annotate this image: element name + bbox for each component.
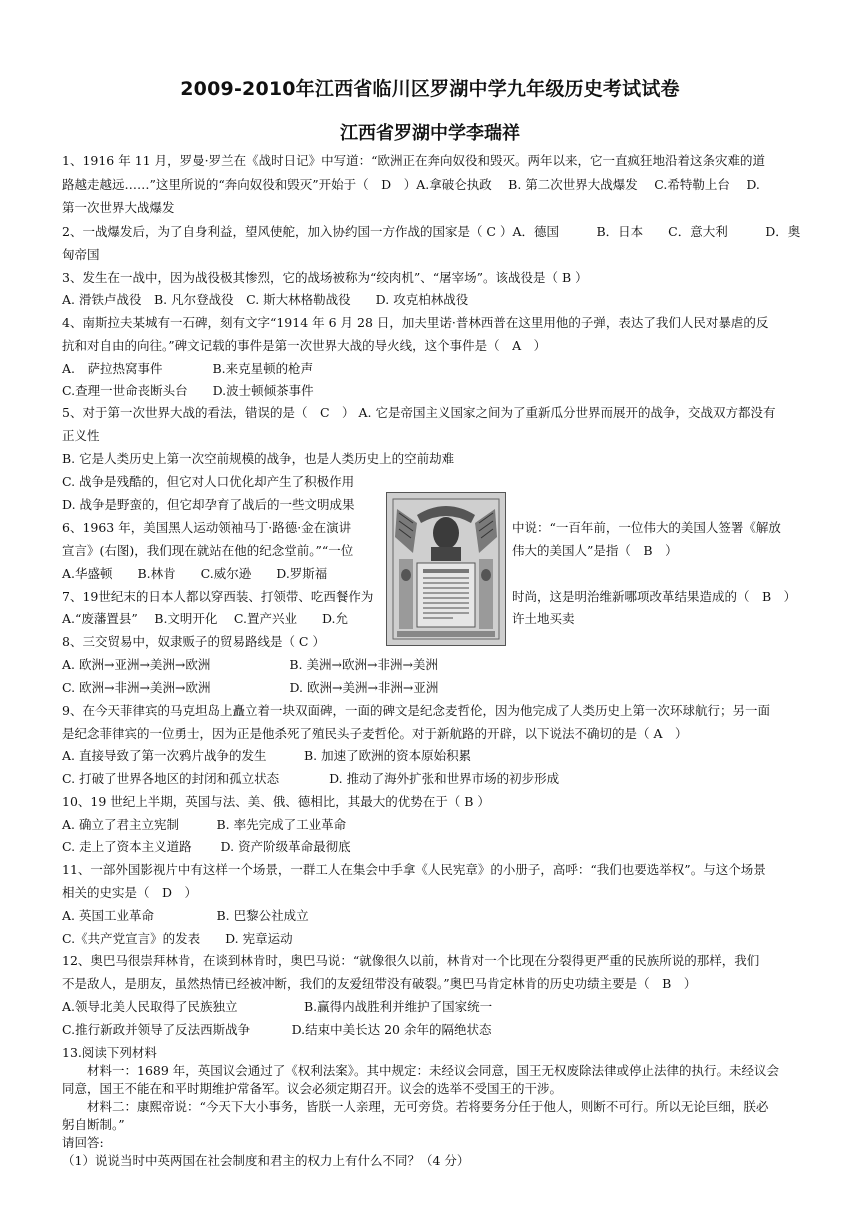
q7-line1-left: 7、19世纪末的日本人都以穿西装、打领带、吃西餐作为 <box>62 589 374 604</box>
exam-author: 江西省罗湖中学李瑞祥 <box>340 123 520 144</box>
q5-line2: 正义性 <box>62 428 100 443</box>
q1-line1: 1、1916 年 11 月，罗曼·罗兰在《战时日记》中写道：“欧洲正在奔向奴役和毁灭。两年以来，它一直疯狂地沿着这条灾难的道 <box>62 153 765 168</box>
q7-options-left: A.“废藩置县” B.文明开化 C.置产兴业 D.允 <box>62 611 349 626</box>
q13-material1-line2: 同意，国王不能在和平时期维护常备军。议会必须定期召开。议会的选举不受国王的干涉。 <box>62 1081 563 1096</box>
q4-line1: 4、南斯拉夫某城有一石碑，刻有文字“1914 年 6 月 28 日，加夫里诺·普林西普在这里用他的子弹，表达了我们人民对暴虐的反 <box>62 315 769 330</box>
q13-answer-prompt: 请回答: <box>62 1135 104 1150</box>
q1-line2: 路越走越远……”这里所说的“奔向奴役和毁灭”开始于（ D ）A.拿破仑执政 B. 第二次世界大战爆发 C.希特勒上台 D. <box>62 177 760 192</box>
q9-line2: 是纪念菲律宾的一位勇士，因为正是他杀死了殖民头子麦哲伦。对于新航路的开辟，以下说法不确切的是（ A ） <box>62 726 688 741</box>
q9-line1: 9、在今天菲律宾的马克坦岛上矗立着一块双面碑，一面的碑文是纪念麦哲伦，因为他完成了人类历史上第一次环球航行；另一面 <box>62 703 770 718</box>
q8-options-cd: C. 欧洲→非洲→美洲→欧洲 D. 欧洲→美洲→非洲→亚洲 <box>62 680 439 695</box>
q4-options-cd: C.查理一世命丧断头台 D.波士顿倾茶事件 <box>62 383 314 398</box>
q3-line1: 3、发生在一战中，因为战役极其惨烈，它的战场被称为“绞肉机”、“屠宰场”。该战役是（ B ） <box>62 270 588 285</box>
q11-options-ab: A. 英国工业革命 B. 巴黎公社成立 <box>62 908 309 923</box>
q7-options-right: 许土地买卖 <box>512 611 575 626</box>
q5-option-d: D. 战争是野蛮的，但它却孕育了战后的一些文明成果 <box>62 497 355 512</box>
q8-options-ab: A. 欧洲→亚洲→美洲→欧洲 B. 美洲→欧洲→非洲→美洲 <box>62 657 438 672</box>
q13-material2-line1: 材料二：康熙帝说：“今天下大小事务，皆朕一人亲理，无可旁贷。若将要务分任于他人，则断不可行。所以无论巨细，朕必 <box>62 1099 769 1114</box>
q13-material1-line1: 材料一：1689 年，英国议会通过了《权利法案》。其中规定：未经议会同意，国王无权废除法律或停止法律的执行。未经议会 <box>62 1063 780 1078</box>
q4-line2: 抗和对自由的向往。”碑文记载的事件是第一次世界大战的导火线，这个事件是（ A ） <box>62 338 547 353</box>
q5-option-c: C. 战争是残酷的，但它对人口优化却产生了积极作用 <box>62 474 355 489</box>
q3-options: A. 滑铁卢战役 B. 凡尔登战役 C. 斯大林格勒战役 D. 攻克柏林战役 <box>62 292 469 307</box>
q11-options-cd: C.《共产党宣言》的发表 D. 宪章运动 <box>62 931 293 946</box>
q6-line1-right: 中说：“一百年前，一位伟大的美国人签署《解放 <box>512 520 781 535</box>
q9-options-ab: A. 直接导致了第一次鸦片战争的发生 B. 加速了欧洲的资本原始积累 <box>62 748 472 763</box>
q2-line2: 匈帝国 <box>62 247 100 262</box>
q7-line1-right: 时尚，这是明治维新哪项改革结果造成的（ B ） <box>512 589 797 604</box>
exam-title: 2009-2010年江西省临川区罗湖中学九年级历史考试试卷 <box>180 78 680 100</box>
q13-sub1: （1）说说当时中英两国在社会制度和君主的权力上有什么不同？（4 分） <box>62 1153 470 1168</box>
q8-line1: 8、三交贸易中，奴隶贩子的贸易路线是（ C ） <box>62 634 325 649</box>
q5-option-b: B. 它是人类历史上第一次空前规模的战争，也是人类历史上的空前劫难 <box>62 451 455 466</box>
q12-line1: 12、奥巴马很崇拜林肯，在谈到林肯时，奥巴马说：“就像很久以前，林肯对一个比现在分裂得更严重的民族所说的那样，我们 <box>62 953 760 968</box>
q5-line1: 5、对于第一次世界大战的看法，错误的是（ C ） A. 它是帝国主义国家之间为了重新瓜分世界而展开的战争，交战双方都没有 <box>62 405 776 420</box>
q10-line1: 10、19 世纪上半期，英国与法、美、俄、德相比，其最大的优势在于（ B ） <box>62 794 490 809</box>
q6-options: A.华盛顿 B.林肯 C.威尔逊 D.罗斯福 <box>62 566 328 581</box>
q11-line1: 11、一部外国影视片中有这样一个场景，一群工人在集会中手拿《人民宪章》的小册子，高呼：“我们也要选举权”。与这个场景 <box>62 862 766 877</box>
q12-line2: 不是敌人，是朋友，虽然热情已经被冲断，我们的友爱纽带没有破裂。”奥巴马肯定林肯的历史功绩主要是（ B ） <box>62 976 697 991</box>
q6-line1-left: 6、1963 年，美国黑人运动领袖马丁·路德·金在演讲 <box>62 520 352 535</box>
q2-line1: 2、一战爆发后，为了自身利益，望风使舵，加入协约国一方作战的国家是（ C ）A．德国 B．日本 C．意大利 D．奥 <box>62 224 801 239</box>
q11-line2: 相关的史实是（ D ） <box>62 885 198 900</box>
q12-options-ab: A.领导北美人民取得了民族独立 B.赢得内战胜利并维护了国家统一 <box>62 999 493 1014</box>
q6-line2-right: 伟大的美国人”是指（ B ） <box>512 543 678 558</box>
q12-options-cd: C.推行新政并领导了反法西斯战争 D.结束中美长达 20 余年的隔绝状态 <box>62 1022 492 1037</box>
lincoln-emancipation-image <box>386 492 506 646</box>
q10-options-ab: A. 确立了君主立宪制 B. 率先完成了工业革命 <box>62 817 347 832</box>
q4-options-ab: A. 萨拉热窝事件 B.来克星顿的枪声 <box>62 361 314 376</box>
q1-line3: 第一次世界大战爆发 <box>62 200 175 215</box>
q13-heading: 13.阅读下列材料 <box>62 1045 157 1060</box>
q6-line2-left: 宣言》(右图)，我们现在就站在他的纪念堂前。”“一位 <box>62 543 354 558</box>
q13-material2-line2: 躬自断制。” <box>62 1117 125 1132</box>
q9-options-cd: C. 打破了世界各地区的封闭和孤立状态 D. 推动了海外扩张和世界市场的初步形成 <box>62 771 560 786</box>
q10-options-cd: C. 走上了资本主义道路 D. 资产阶级革命最彻底 <box>62 839 351 854</box>
